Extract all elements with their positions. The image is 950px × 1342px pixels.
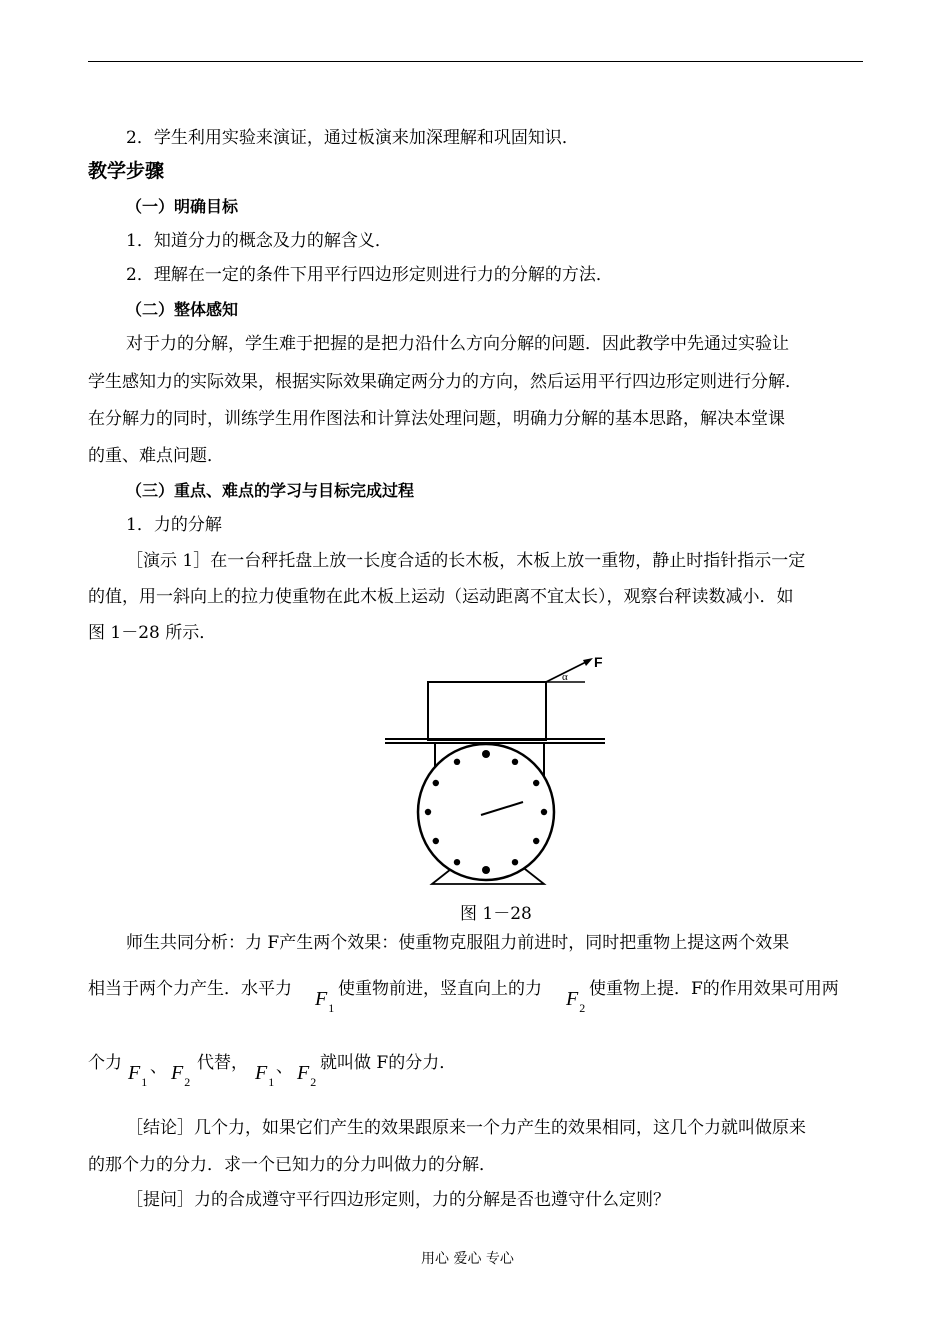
- symbol-f2: $F_2$: [566, 988, 586, 1015]
- dial-tick: [512, 859, 518, 865]
- paragraph-text: ［结论］几个力，如果它们产生的效果跟原来一个力产生的效果相同，这几个力就叫做原来: [126, 1118, 806, 1138]
- paragraph-text: 学生感知力的实际效果，根据实际效果确定两分力的方向，然后运用平行四边形定则进行分解．: [88, 372, 802, 392]
- symbol-f1: $F_1$: [255, 1062, 275, 1089]
- goal-item-2: 2．理解在一定的条件下用平行四边形定则进行力的分解的方法．: [126, 265, 613, 285]
- paragraph-text: 的重、难点问题．: [88, 446, 224, 466]
- paragraph-text: 相当于两个力产生．水平力: [88, 979, 292, 999]
- subheading-process: （三）重点、难点的学习与目标完成过程: [126, 481, 415, 500]
- goal-item-1: 1．知道分力的概念及力的解含义．: [126, 231, 392, 251]
- separator: 、: [276, 1057, 293, 1077]
- dial-tick: [454, 859, 460, 865]
- dial-tick: [512, 759, 518, 765]
- dial-tick: [425, 809, 431, 815]
- paragraph-text: 师生共同分析：力 F产生两个效果：使重物克服阻力前进时，同时把重物上提这两个效果: [126, 933, 790, 953]
- dial-tick: [533, 780, 539, 786]
- weight-block: [428, 682, 546, 740]
- paragraph-text: ［演示 1］在一台秤托盘上放一长度合适的长木板，木板上放一重物，静止时指针指示一定: [126, 551, 806, 571]
- force-arrow: [546, 660, 590, 682]
- paragraph-text: 在分解力的同时，训练学生用作图法和计算法处理问题，明确力分解的基本思路，解决本堂课: [88, 409, 785, 429]
- paragraph-text: 2．学生利用实验来演证，通过板演来加深理解和巩固知识．: [126, 128, 579, 148]
- symbol-f1: $F_1$: [128, 1062, 148, 1089]
- header-rule: [88, 61, 863, 62]
- paragraph-text: 代替，: [197, 1053, 248, 1073]
- subheading-overview: （二）整体感知: [126, 300, 239, 319]
- paragraph-text: 的值，用一斜向上的拉力使重物在此木板上运动（运动距离不宜太长），观察台秤读数减小．如: [88, 587, 794, 607]
- dial-tick: [541, 809, 547, 815]
- force-label: F: [594, 654, 603, 670]
- paragraph-text: 就叫做 F的分力．: [320, 1053, 457, 1073]
- topic-title: 1．力的分解: [126, 515, 222, 535]
- dial-tick: [533, 838, 539, 844]
- angle-label: α: [562, 671, 568, 683]
- symbol-f2: $F_2$: [171, 1062, 191, 1089]
- dial-tick: [482, 866, 490, 874]
- figure-caption: 图 1－28: [460, 904, 532, 924]
- paragraph-text: ［提问］力的合成遵守平行四边形定则，力的分解是否也遵守什么定则？: [126, 1190, 670, 1210]
- page-footer: 用心 爱心 专心: [421, 1251, 514, 1267]
- scale-dial: [418, 744, 554, 880]
- separator: 、: [150, 1057, 167, 1077]
- dial-tick: [433, 780, 439, 786]
- paragraph-text: 使重物前进，竖直向上的力: [338, 979, 542, 999]
- symbol-f1: $F_1$: [315, 988, 335, 1015]
- paragraph-text: 个力: [88, 1053, 122, 1073]
- dial-tick: [433, 838, 439, 844]
- paragraph-text: 对于力的分解，学生难于把握的是把力沿什么方向分解的问题．因此教学中先通过实验让: [126, 334, 789, 354]
- arrow-head: [583, 658, 593, 666]
- paragraph-text: 使重物上提．F的作用效果可用两: [589, 979, 839, 999]
- paragraph-text: 图 1－28 所示．: [88, 623, 217, 643]
- section-heading: 教学步骤: [88, 160, 165, 182]
- symbol-f2: $F_2$: [297, 1062, 317, 1089]
- scale-figure: [380, 650, 610, 890]
- paragraph-text: 的那个力的分力．求一个已知力的分力叫做力的分解．: [88, 1155, 496, 1175]
- dial-tick: [482, 750, 490, 758]
- dial-tick: [454, 759, 460, 765]
- subheading-goals: （一）明确目标: [126, 197, 239, 216]
